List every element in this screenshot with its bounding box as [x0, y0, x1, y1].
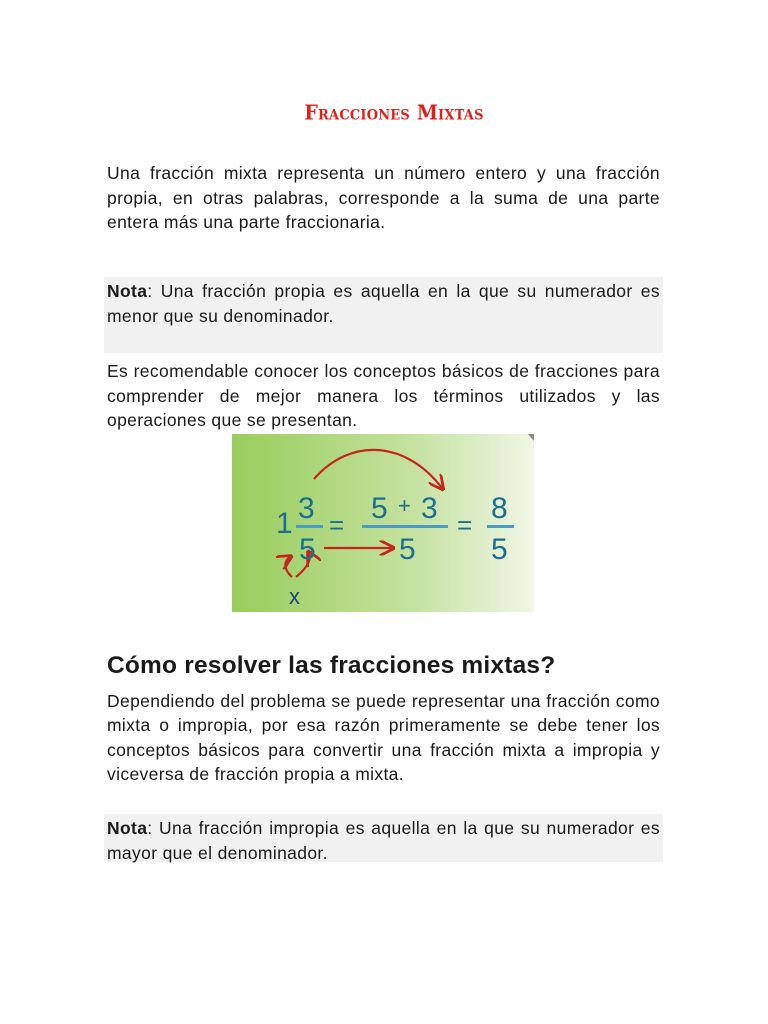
whole-number: 1	[276, 507, 293, 540]
mixed-fraction-bar	[296, 525, 323, 528]
improper-fraction-bar	[487, 525, 514, 528]
mixed-fraction-figure	[232, 434, 534, 612]
note-paragraph	[107, 279, 660, 328]
note-label: Nota	[107, 281, 148, 301]
note-text: : Una fracción propia es aquella en la que su numerador es menor que su denominador.	[107, 281, 660, 326]
note-text: : Una fracción impropia es aquella en la que su numerador es mayor que el denominador.	[107, 818, 660, 863]
improper-denominator: 5	[491, 533, 508, 566]
intro-paragraph: Una fracción mixta representa un número entero y una fracción propia, en otras palabras, corresponde a la suma de una parte entera más una parte fraccionaria.	[107, 163, 660, 232]
note-label: Nota	[107, 818, 148, 838]
note-paragraph	[107, 816, 660, 865]
mixed-numerator: 3	[298, 492, 315, 525]
sum-left: 5	[371, 492, 388, 525]
equals-sign-2: =	[457, 510, 473, 540]
result-denominator: 5	[399, 533, 416, 566]
note-box-proper	[104, 277, 663, 353]
sum-fraction-bar	[362, 525, 448, 528]
equals-sign-1: =	[329, 510, 345, 540]
note-box-improper	[104, 814, 663, 862]
recommendation-paragraph: Es recomendable conocer los conceptos básicos de fracciones para comprender de mejor manera los términos utilizados y las operaciones que se presentan.	[107, 361, 660, 430]
page-title: Fracciones Mixtas	[304, 100, 484, 126]
sum-right: 3	[421, 492, 438, 525]
dependency-paragraph: Dependiendo del problema se puede representar una fracción como mixta o impropia, por esa razón primeramente se debe tener los conceptos básicos para convertir una fracción mixta a impropia y viceversa de fracción propia a mixta.	[107, 691, 660, 785]
multiply-sign: x	[289, 584, 300, 609]
improper-numerator: 8	[491, 492, 508, 525]
mixed-denominator: 5	[299, 533, 316, 566]
section-heading: Cómo resolver las fracciones mixtas?	[107, 652, 556, 679]
plus-sign: +	[398, 493, 411, 518]
